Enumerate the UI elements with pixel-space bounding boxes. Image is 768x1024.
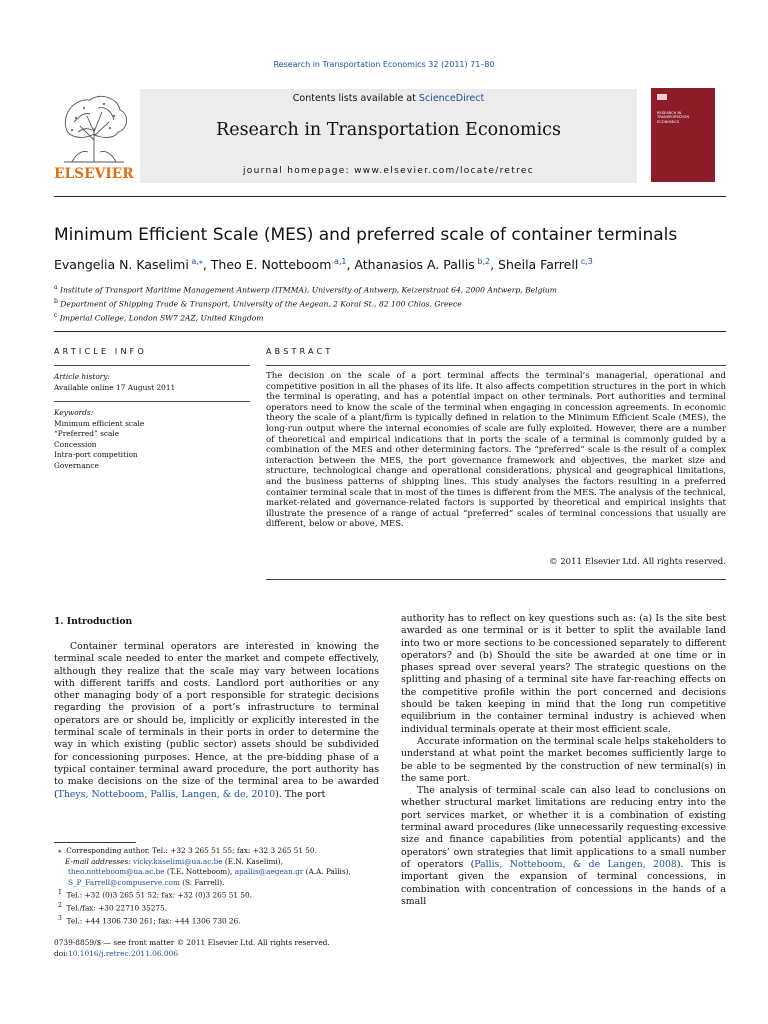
footnote-1: $^1$ Tel.: +32 (0)3 265 51 52; fax: +32 (0)3 265 51 50. xyxy=(58,889,252,900)
footnote-corresponding: ⁎ Corresponding author. Tel.: +32 3 265 51 55; fax: +32 3 265 51 50. xyxy=(58,846,317,855)
citation-link[interactable]: Pallis, Notteboom, & de Langen, 2008 xyxy=(474,858,677,870)
author-list: Evangelia N. Kaselimi $^{a,⁎}$, Theo E. Notteboom $^{a,1}$, Athanasios A. Pallis $^{b,2}$, Sheila Farrell $^{c,3}$ xyxy=(54,257,593,273)
sciencedirect-link[interactable]: ScienceDirect xyxy=(418,93,485,104)
cover-logo-icon xyxy=(657,94,667,100)
issn-line: 0739-8859/$ — see front matter © 2011 Elsevier Ltd. All rights reserved. xyxy=(54,938,330,947)
email-link[interactable]: theo.notteboom@ua.ac.be xyxy=(68,867,165,877)
abstract-bottom-divider xyxy=(266,579,726,580)
keyword-item: Concession xyxy=(54,439,97,449)
author-sup[interactable]: b,2 xyxy=(477,257,491,266)
title-divider xyxy=(54,331,726,332)
journal-citation[interactable]: Research in Transportation Economics 32 (2011) 71–80 xyxy=(273,60,495,69)
author-sup[interactable]: c,3 xyxy=(580,257,593,266)
footnote-divider xyxy=(54,842,136,843)
article-info-heading: ARTICLE INFO xyxy=(54,347,147,356)
body-paragraph: Accurate information on the terminal scale helps stakeholders to understand at what point the market becomes sufficiently large to be able to be segmented by the construction of new terminal(s) in the same port. xyxy=(401,735,726,784)
author-sup[interactable]: a,⁎ xyxy=(191,257,203,266)
keywords xyxy=(54,408,250,472)
body-column-left xyxy=(54,641,379,801)
keyword-item: Intra-port competition xyxy=(54,450,138,460)
keyword-item: Minimum efficient scale xyxy=(54,418,145,428)
contents-prefix: Contents lists available at xyxy=(292,93,419,104)
body-column-right xyxy=(401,613,726,908)
body-paragraph: The analysis of terminal scale can also lead to conclusions on whether structural market limitations are reducing entry into the port services market, or whether it is a combination of existing terminal award procedures (like unnecessarily requesting excessive size and finance capabilities from potential applicants) and the operators’ own strategies that limit applications to a small number of operators (Pallis, Notteboom, & de Langen, 2008). This is important given the expansion of terminal concessions, in combination with concentration of concessions in the hands of a small xyxy=(401,785,726,907)
header-divider xyxy=(54,196,726,197)
keyword-item: Governance xyxy=(54,460,99,470)
email-link[interactable]: S_P_Farrell@compuserve.com xyxy=(68,877,180,887)
abstract-text: The decision on the scale of a port terminal affects the terminal’s managerial, operational and competitive position in all the phases of its life. It also affects competition structures in the port in which the terminal is operating, and has a potential impact on other terminals. Port authorities and terminal operators need to know the scale of the terminal when engaging in concession agreements. In economic theory the scale of a plant/firm is typically defined in relation to the Minimum Efficient Scale (MES), the long-run output where the internal economies of scale are fully exploited. However, there are a number of theoretical and empirical indications that in ports the scale of a terminal is commonly guided by a combination of the MES and other determining factors. The “preferred” scale is the result of a complex interaction between the MES, the port governance framework and objectives, the market size and structure, technological change and operational considerations, physical and geographical limitations, and the business patterns of shipping lines. This study analyses the factors resulting in a preferred container terminal scale that in most of the times is different from the MES. The analysis of the technical, market-related and governance-related factors is supported by theoretical and empirical insights that illustrate the presence of a range of actual “preferred” scales of terminal concessions that usually are different, below or above, MES. xyxy=(266,371,726,530)
cover-title: RESEARCH IN TRANSPORTATION ECONOMICS xyxy=(657,111,690,124)
footnote-2: $^2$ Tel./fax: +30 22710 35275. xyxy=(58,902,167,913)
article-history xyxy=(54,372,250,393)
doi-link[interactable]: 10.1016/j.retrec.2011.06.006 xyxy=(68,948,179,958)
paper-title: Minimum Efficient Scale (MES) and preferred scale of container terminals xyxy=(54,225,678,245)
abstract-divider xyxy=(266,365,726,366)
body-paragraph: Container terminal operators are interested in knowing the terminal scale needed to enter the market and compete effectively, although they realize that the scale may vary between locations with different tariffs and costs. Landlord port authorities or any other managing body of a port responsible for strategic decisions regarding the provision of a port’s infrastructure to terminal operators are or should be, implicitly or explicitly interested in the terminal scale of terminals in their ports in order to determine the way in which existing (public sector) assets should be subdivided for concessioning purposes. Hence, at the pre-bidding phase of a typical container terminal award procedure, the port authority has to make decisions on the size of the terminal area to be awarded (Theys, Notteboom, Pallis, Langen, & de, 2010). The port xyxy=(54,641,379,800)
body-paragraph: authority has to reflect on key questions such as: (a) Is the site best awarded as one terminal or is it better to split the available land into two or more sections to be concessioned separately to different operators? and (b) Should the site be awarded at one time or in phases spread over several years? The strategic questions on the splitting and phasing of a terminal site have far-reaching effects on the competitive profile within the port concerned and decisions should be taken keeping in mind that the long run competitive equilibrium in the container terminal industry is achieved when individual terminals operate at their most efficient scale. xyxy=(401,613,726,735)
keywords-divider xyxy=(54,401,250,402)
front-matter-info xyxy=(54,938,379,959)
journal-cover-thumbnail[interactable] xyxy=(651,88,715,182)
history-label: Article history: xyxy=(54,372,110,381)
history-value: Available online 17 August 2011 xyxy=(54,382,176,392)
doi-line: doi:10.1016/j.retrec.2011.06.006 xyxy=(54,948,179,958)
journal-homepage[interactable]: journal homepage: www.elsevier.com/locate/retrec xyxy=(243,166,534,176)
affiliation-a: $^a$ Institute of Transport Maritime Management Antwerp (ITMMA), University of Antwerp, Keizerstraat 64, 2000 Antwerp, Belgium xyxy=(54,284,557,295)
section-heading-introduction: 1. Introduction xyxy=(54,616,133,627)
affiliation-c: $^c$ Imperial College, London SW7 2AZ, United Kingdom xyxy=(54,312,264,323)
author-sup[interactable]: a,1 xyxy=(333,257,347,266)
citation-link[interactable]: Theys, Notteboom, Pallis, Langen, & de, 2010 xyxy=(57,788,276,800)
affiliation-b: $^b$ Department of Shipping Trade & Transport, University of the Aegean, 2 Korai St., 82 100 Chios, Greece xyxy=(54,298,462,309)
journal-title: Research in Transportation Economics xyxy=(216,120,561,140)
author-name: Athanasios A. Pallis xyxy=(354,257,475,273)
email-link[interactable]: apallis@aegean.gr xyxy=(234,867,304,877)
footnotes xyxy=(54,846,379,927)
article-info-divider xyxy=(54,365,250,366)
footnote-3: $^3$ Tel.: +44 1306 730 261; fax: +44 1306 730 26. xyxy=(58,915,241,926)
abstract-heading: ABSTRACT xyxy=(266,347,334,356)
keywords-label: Keywords: xyxy=(54,408,94,417)
email-link[interactable]: vicky.kaselimi@ua.ac.be xyxy=(133,856,223,866)
keyword-item: “Preferred” scale xyxy=(54,429,120,439)
abstract-copyright: © 2011 Elsevier Ltd. All rights reserved. xyxy=(548,557,726,567)
author-name: Sheila Farrell xyxy=(498,257,579,273)
author-name: Theo E. Notteboom xyxy=(210,257,332,273)
elsevier-wordmark[interactable]: ELSEVIER xyxy=(54,166,134,182)
contents-availability xyxy=(140,93,637,104)
footnote-emails: E-mail addresses: vicky.kaselimi@ua.ac.be (E.N. Kaselimi), theo.notteboom@ua.ac.be (T.E. Notteboom), apallis@aegean.gr (A.A. Pallis), S_P_Farrell@compuserve.com (S. Farrell). xyxy=(64,856,351,887)
affiliations xyxy=(54,282,734,324)
author-name: Evangelia N. Kaselimi xyxy=(54,257,189,273)
